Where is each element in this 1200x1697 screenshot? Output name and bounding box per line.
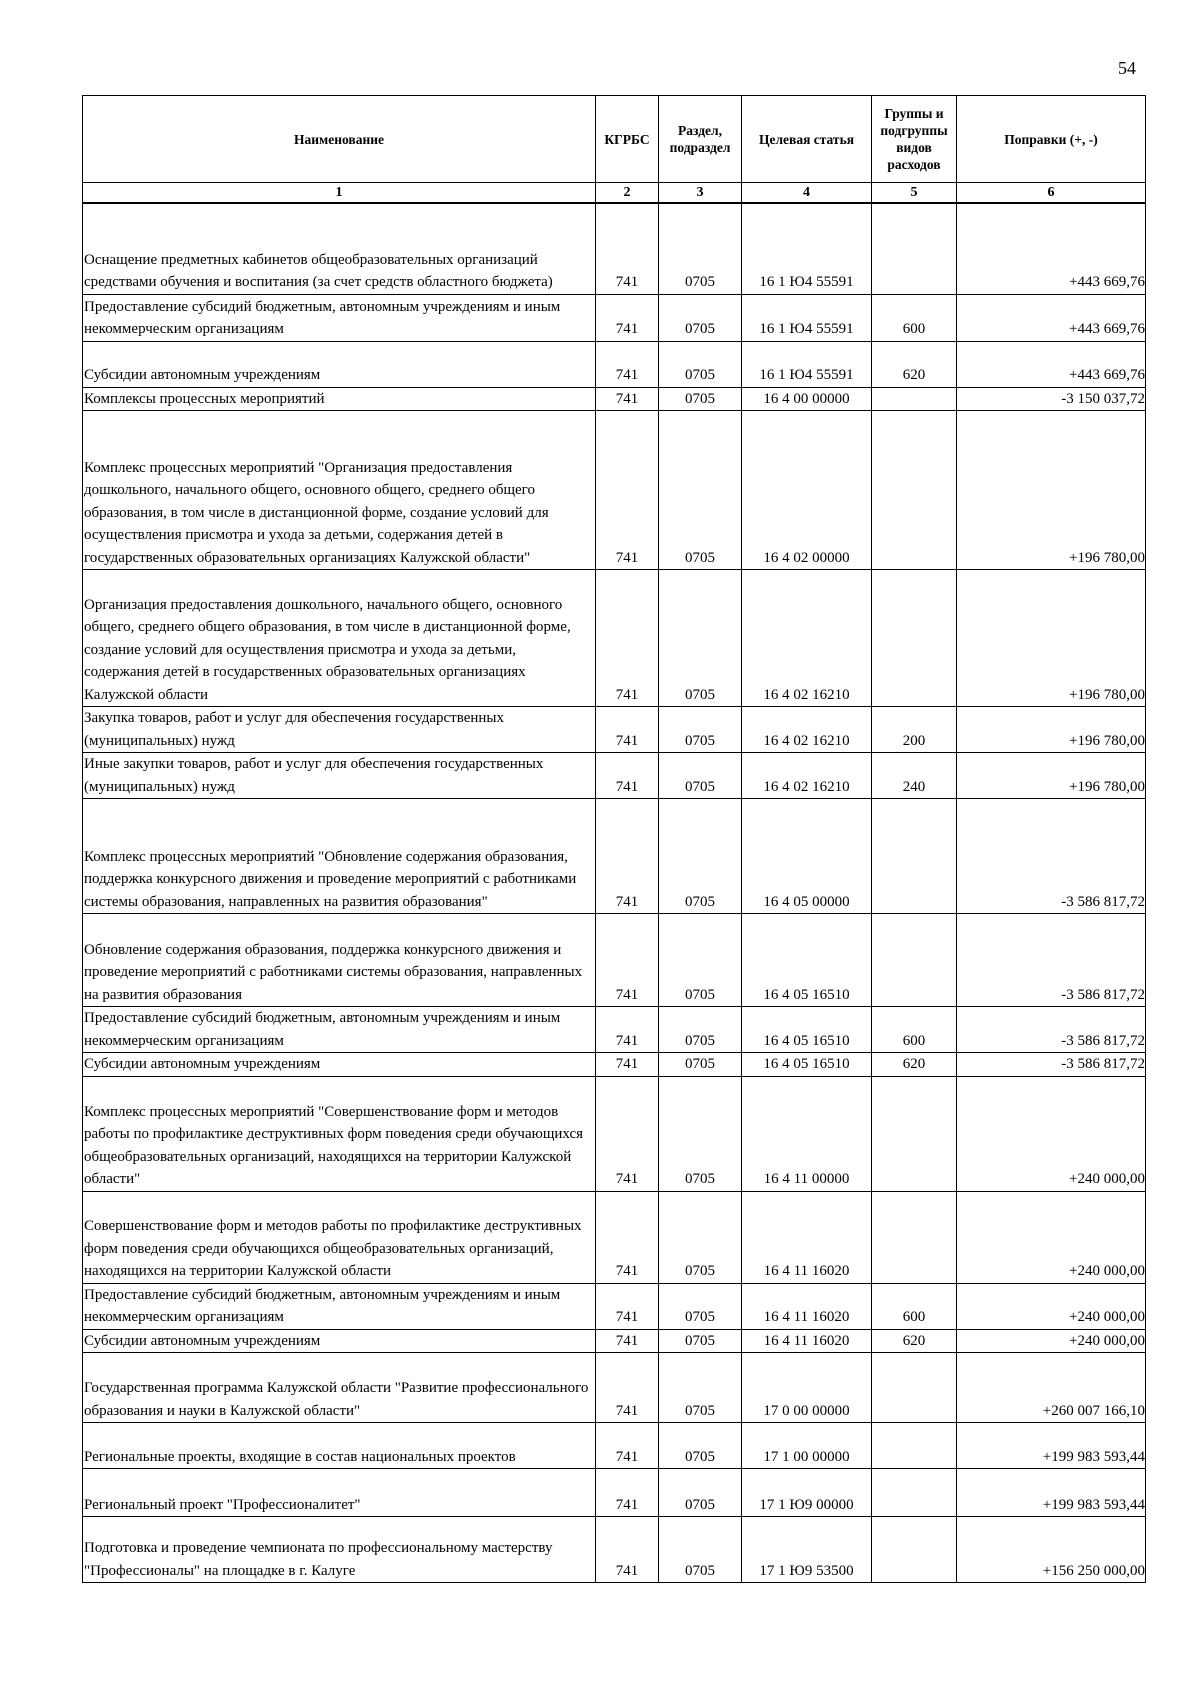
row-target: 16 1 Ю4 55591 [742, 294, 872, 341]
row-amount: -3 586 817,72 [957, 799, 1146, 914]
column-number-row [83, 183, 1146, 204]
row-section: 0705 [659, 1283, 742, 1329]
row-amount: +199 983 593,44 [957, 1423, 1146, 1469]
row-section: 0705 [659, 799, 742, 914]
row-target: 16 4 11 16020 [742, 1329, 872, 1353]
row-group [872, 1517, 957, 1583]
row-kgrbs: 741 [596, 1076, 659, 1191]
header-group: Группы и подгруппы видов расходов [872, 96, 957, 183]
row-name: Иные закупки товаров, работ и услуг для обеспечения государственных (муниципальных) нужд [83, 753, 596, 799]
row-amount: -3 150 037,72 [957, 387, 1146, 411]
row-section: 0705 [659, 1053, 742, 1077]
row-kgrbs: 741 [596, 387, 659, 411]
row-name: Субсидии автономным учреждениям [83, 1053, 596, 1077]
row-name: Комплекс процессных мероприятий "Организация предоставления дошкольного, начального общего, основного общего, среднего общего образования, в том числе в дистанционной форме, создание условий для осуществления присмотра и ухода за детьми, содержания детей в государственных образовательных организациях Калужской области" [83, 411, 596, 570]
row-name: Субсидии автономным учреждениям [83, 341, 596, 387]
row-name: Закупка товаров, работ и услуг для обеспечения государственных (муниципальных) нужд [83, 707, 596, 753]
table-row [83, 914, 1146, 1007]
row-amount: +156 250 000,00 [957, 1517, 1146, 1583]
row-target: 16 4 05 16510 [742, 914, 872, 1007]
row-group [872, 799, 957, 914]
row-group [872, 387, 957, 411]
row-name: Государственная программа Калужской области "Развитие профессионального образования и науки в Калужской области" [83, 1353, 596, 1423]
row-section: 0705 [659, 1191, 742, 1283]
row-target: 16 4 11 16020 [742, 1283, 872, 1329]
row-group: 620 [872, 341, 957, 387]
row-amount: +240 000,00 [957, 1076, 1146, 1191]
row-kgrbs: 741 [596, 570, 659, 707]
row-amount: +240 000,00 [957, 1191, 1146, 1283]
header-amount: Поправки (+, -) [957, 96, 1146, 183]
page-number: 54 [1118, 58, 1136, 78]
header-row [83, 96, 1146, 183]
column-number: 2 [596, 183, 659, 204]
row-amount: -3 586 817,72 [957, 1007, 1146, 1053]
header-section: Раздел, подраздел [659, 96, 742, 183]
row-group [872, 1353, 957, 1423]
table-row [83, 1191, 1146, 1283]
header-target: Целевая статья [742, 96, 872, 183]
column-number: 4 [742, 183, 872, 204]
row-section: 0705 [659, 1076, 742, 1191]
row-target: 16 4 05 00000 [742, 799, 872, 914]
row-amount: +443 669,76 [957, 203, 1146, 294]
row-kgrbs: 741 [596, 707, 659, 753]
table-row [83, 387, 1146, 411]
table-row [83, 341, 1146, 387]
table-row [83, 1053, 1146, 1077]
row-name: Субсидии автономным учреждениям [83, 1329, 596, 1353]
row-kgrbs: 741 [596, 1517, 659, 1583]
table-row [83, 203, 1146, 294]
column-number: 1 [83, 183, 596, 204]
row-amount: +260 007 166,10 [957, 1353, 1146, 1423]
column-number: 6 [957, 183, 1146, 204]
row-target: 17 1 Ю9 00000 [742, 1469, 872, 1517]
row-name: Подготовка и проведение чемпионата по профессиональному мастерству "Профессионалы" на площадке в г. Калуге [83, 1517, 596, 1583]
row-target: 16 4 05 16510 [742, 1007, 872, 1053]
row-target: 16 1 Ю4 55591 [742, 341, 872, 387]
row-name: Предоставление субсидий бюджетным, автономным учреждениям и иным некоммерческим организациям [83, 1283, 596, 1329]
row-target: 16 4 02 16210 [742, 570, 872, 707]
table-row [83, 411, 1146, 570]
row-group: 600 [872, 1283, 957, 1329]
row-kgrbs: 741 [596, 799, 659, 914]
row-name: Оснащение предметных кабинетов общеобразовательных организаций средствами обучения и воспитания (за счет средств областного бюджета) [83, 203, 596, 294]
row-section: 0705 [659, 411, 742, 570]
row-kgrbs: 741 [596, 1423, 659, 1469]
row-group: 240 [872, 753, 957, 799]
row-group [872, 570, 957, 707]
row-name: Совершенствование форм и методов работы по профилактике деструктивных форм поведения среди обучающихся общеобразовательных организаций, находящихся на территории Калужской области [83, 1191, 596, 1283]
row-group: 620 [872, 1053, 957, 1077]
budget-amendments-table [82, 95, 1146, 1583]
row-section: 0705 [659, 387, 742, 411]
table-row [83, 1469, 1146, 1517]
column-number: 3 [659, 183, 742, 204]
header-name: Наименование [83, 96, 596, 183]
row-group: 200 [872, 707, 957, 753]
row-group: 600 [872, 1007, 957, 1053]
table-row [83, 1007, 1146, 1053]
table-row [83, 707, 1146, 753]
table-row [83, 1517, 1146, 1583]
row-target: 16 4 02 16210 [742, 707, 872, 753]
row-section: 0705 [659, 914, 742, 1007]
row-section: 0705 [659, 1007, 742, 1053]
row-target: 16 1 Ю4 55591 [742, 203, 872, 294]
table-row [83, 1076, 1146, 1191]
row-kgrbs: 741 [596, 341, 659, 387]
row-target: 17 0 00 00000 [742, 1353, 872, 1423]
row-name: Региональные проекты, входящие в состав национальных проектов [83, 1423, 596, 1469]
column-number: 5 [872, 183, 957, 204]
row-target: 16 4 11 00000 [742, 1076, 872, 1191]
row-kgrbs: 741 [596, 1007, 659, 1053]
row-group: 600 [872, 294, 957, 341]
row-kgrbs: 741 [596, 1191, 659, 1283]
row-section: 0705 [659, 341, 742, 387]
table-row [83, 799, 1146, 914]
row-group [872, 1076, 957, 1191]
table-row [83, 1423, 1146, 1469]
row-amount: +196 780,00 [957, 411, 1146, 570]
table-row [83, 294, 1146, 341]
row-kgrbs: 741 [596, 753, 659, 799]
row-amount: -3 586 817,72 [957, 914, 1146, 1007]
row-section: 0705 [659, 203, 742, 294]
row-amount: -3 586 817,72 [957, 1053, 1146, 1077]
row-target: 16 4 02 00000 [742, 411, 872, 570]
row-amount: +196 780,00 [957, 707, 1146, 753]
row-target: 17 1 Ю9 53500 [742, 1517, 872, 1583]
row-name: Предоставление субсидий бюджетным, автономным учреждениям и иным некоммерческим организациям [83, 1007, 596, 1053]
row-name: Комплекс процессных мероприятий "Обновление содержания образования, поддержка конкурсного движения и проведение мероприятий с работниками системы образования, направленных на развития образования" [83, 799, 596, 914]
table-row [83, 1353, 1146, 1423]
row-name: Обновление содержания образования, поддержка конкурсного движения и проведение мероприятий с работниками системы образования, направленных на развития образования [83, 914, 596, 1007]
row-amount: +196 780,00 [957, 753, 1146, 799]
table-row [83, 753, 1146, 799]
row-section: 0705 [659, 707, 742, 753]
row-section: 0705 [659, 1353, 742, 1423]
row-section: 0705 [659, 753, 742, 799]
row-kgrbs: 741 [596, 411, 659, 570]
row-group [872, 914, 957, 1007]
row-kgrbs: 741 [596, 1053, 659, 1077]
row-section: 0705 [659, 570, 742, 707]
row-kgrbs: 741 [596, 914, 659, 1007]
row-kgrbs: 741 [596, 1283, 659, 1329]
row-name: Региональный проект "Профессионалитет" [83, 1469, 596, 1517]
row-name: Комплекс процессных мероприятий "Совершенствование форм и методов работы по профилактике деструктивных форм поведения среди обучающихся общеобразовательных организаций, находящихся на территории Калужской области" [83, 1076, 596, 1191]
row-target: 16 4 11 16020 [742, 1191, 872, 1283]
row-group [872, 1423, 957, 1469]
row-amount: +240 000,00 [957, 1329, 1146, 1353]
row-amount: +199 983 593,44 [957, 1469, 1146, 1517]
row-kgrbs: 741 [596, 1469, 659, 1517]
row-kgrbs: 741 [596, 294, 659, 341]
row-kgrbs: 741 [596, 203, 659, 294]
row-name: Организация предоставления дошкольного, начального общего, основного общего, среднего общего образования, в том числе в дистанционной форме, создание условий для осуществления присмотра и ухода за детьми, содержания детей в государственных образовательных организациях Калужской области [83, 570, 596, 707]
row-section: 0705 [659, 1469, 742, 1517]
row-section: 0705 [659, 1423, 742, 1469]
row-group [872, 1469, 957, 1517]
row-name: Комплексы процессных мероприятий [83, 387, 596, 411]
table-row [83, 570, 1146, 707]
row-target: 17 1 00 00000 [742, 1423, 872, 1469]
row-amount: +196 780,00 [957, 570, 1146, 707]
row-target: 16 4 05 16510 [742, 1053, 872, 1077]
table-row [83, 1283, 1146, 1329]
row-kgrbs: 741 [596, 1353, 659, 1423]
row-group [872, 203, 957, 294]
row-section: 0705 [659, 1329, 742, 1353]
header-kgrbs: КГРБС [596, 96, 659, 183]
row-amount: +443 669,76 [957, 294, 1146, 341]
row-group [872, 1191, 957, 1283]
row-section: 0705 [659, 1517, 742, 1583]
row-group [872, 411, 957, 570]
row-amount: +240 000,00 [957, 1283, 1146, 1329]
row-target: 16 4 00 00000 [742, 387, 872, 411]
row-section: 0705 [659, 294, 742, 341]
table-row [83, 1329, 1146, 1353]
row-name: Предоставление субсидий бюджетным, автономным учреждениям и иным некоммерческим организациям [83, 294, 596, 341]
row-kgrbs: 741 [596, 1329, 659, 1353]
row-target: 16 4 02 16210 [742, 753, 872, 799]
row-group: 620 [872, 1329, 957, 1353]
row-amount: +443 669,76 [957, 341, 1146, 387]
